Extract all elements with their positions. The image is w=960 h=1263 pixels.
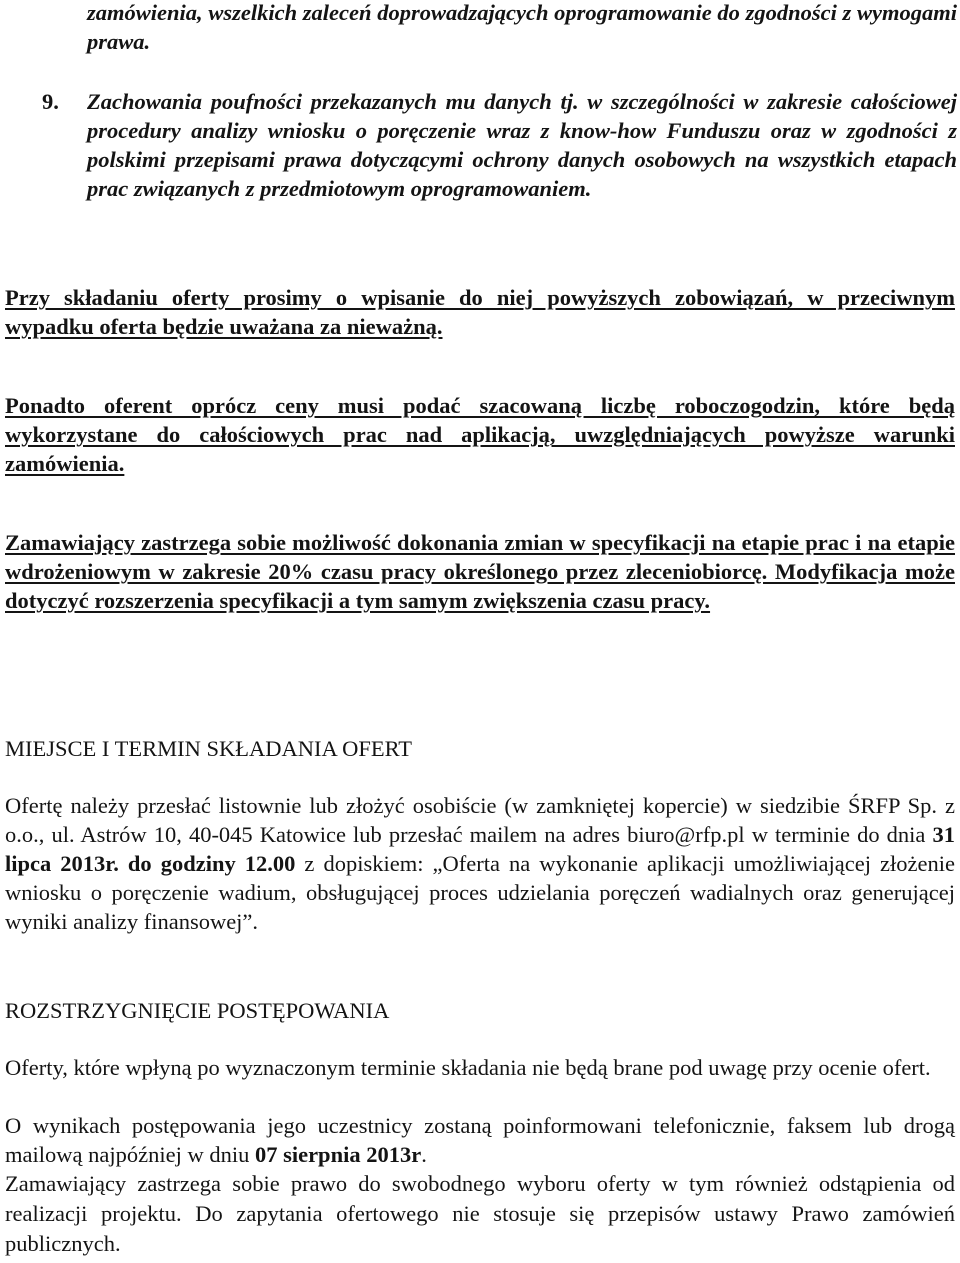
intro-continuation: zamówienia, wszelkich zaleceń doprowadzających oprogramowanie do zgodności z wymogami prawa. <box>87 0 957 54</box>
notice-commitments: Przy składaniu oferty prosimy o wpisanie do niej powyższych zobowiązań, w przeciwnym wypadku oferta będzie uważana za nieważną. <box>5 285 955 339</box>
section-heading-place-and-deadline: MIEJSCE I TERMIN SKŁADANIA OFERT <box>5 736 412 761</box>
list-item-text: Zachowania poufności przekazanych mu danych tj. w szczególności w zakresie całościowej procedury analizy wniosku o poręczenie wraz z know-how Funduszu oraz w zgodności z polskimi przepisami prawa dotyczącymi ochrony danych osobowych na wszystkich etapach prac związanych z przedmiotowym oprogramowaniem. <box>87 89 957 201</box>
deadline-date: 31 lipca 2013r. do godziny 12.00 <box>5 822 955 876</box>
place-text-part2: z dopiskiem: „Oferta na wykonanie aplikacji umożliwiającej złożenie wniosku o poręczenie wadium, obsługującej proces udzielania poręczeń wadialnych oraz generującej wyniki analizy finansowej”. <box>5 851 955 934</box>
list-item-number: 9. <box>42 89 59 114</box>
notice-work-hours: Ponadto oferent oprócz ceny musi podać szacowaną liczbę roboczogodzin, które będą wykorzystane do całościowych prac nad aplikacją, uwzględniających powyższe warunki zamówienia. <box>5 393 955 476</box>
list-item-9 <box>42 87 957 203</box>
resolution-p2-part2: . <box>421 1142 427 1167</box>
resolution-paragraph-1: Oferty, które wpłyną po wyznaczonym terminie składania nie będą brane pod uwagę przy ocenie ofert. <box>5 1055 931 1080</box>
section-heading-resolution: ROZSTRZYGNIĘCIE POSTĘPOWANIA <box>5 998 390 1023</box>
resolution-p2-part1: O wynikach postępowania jego uczestnicy zostaną poinformowani telefonicznie, faksem lub drogą mailową najpóźniej w dniu <box>5 1113 955 1167</box>
resolution-paragraph-2 <box>5 1111 955 1169</box>
resolution-paragraph-3: Zamawiający zastrzega sobie prawo do swobodnego wyboru oferty w tym również odstąpienia od realizacji projektu. Do zapytania ofertowego nie stosuje się przepisów ustawy Prawo zamówień publicznych. <box>5 1171 955 1256</box>
results-date: 07 sierpnia 2013r <box>254 1142 422 1167</box>
place-text-part1: Ofertę należy przesłać listownie lub złożyć osobiście (w zamkniętej kopercie) w siedzibie ŚRFP Sp. z o.o., ul. Astrów 10, 40-045 Katowice lub przesłać mailem na adres biuro@rfp.pl w terminie do dnia <box>5 793 955 847</box>
place-and-deadline-text <box>5 791 955 936</box>
notice-specification-changes: Zamawiający zastrzega sobie możliwość dokonania zmian w specyfikacji na etapie prac i na etapie wdrożeniowym w zakresie 20% czasu pracy określonego przez zleceniobiorcę. Modyfikacja może dotyczyć rozszerzenia specyfikacji a tym samym zwiększenia czasu pracy. <box>5 530 955 613</box>
